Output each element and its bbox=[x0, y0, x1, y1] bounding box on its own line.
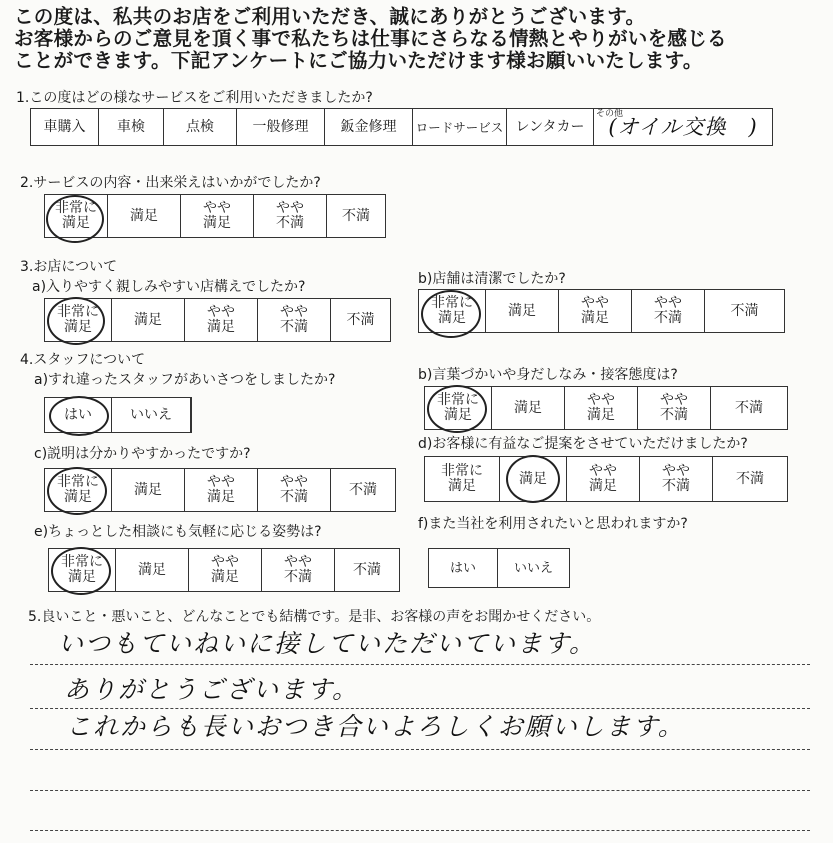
option-very-satisfied[interactable]: 非常に 満足 bbox=[425, 457, 500, 501]
option-yes[interactable]: はい bbox=[45, 398, 112, 432]
option-somewhat-satisfied[interactable]: やや 満足 bbox=[185, 469, 258, 511]
option-dissatisfied[interactable]: 不満 bbox=[730, 302, 759, 319]
option-dissatisfied[interactable]: 不満 bbox=[342, 207, 370, 224]
option-inspection[interactable]: 車検 bbox=[99, 109, 164, 145]
option-somewhat-satisfied[interactable]: やや 満足 bbox=[567, 457, 640, 501]
option-somewhat-satisfied[interactable]: やや 満足 bbox=[559, 290, 632, 332]
comment-rule-5 bbox=[30, 830, 810, 831]
question-2-options bbox=[44, 194, 386, 238]
question-4b-label: b)言葉づかいや身だしなみ・接客態度は? bbox=[418, 367, 678, 383]
question-4c-label: c)説明は分かりやすかったですか? bbox=[34, 446, 251, 462]
intro-text bbox=[14, 6, 804, 72]
option-satisfied[interactable]: 満足 bbox=[116, 549, 189, 591]
question-4f-label: f)また当社を利用されたいと思われますか? bbox=[418, 516, 688, 532]
question-1-label: 1.この度はどの様なサービスをご利用いただきましたか? bbox=[16, 90, 373, 106]
option-check[interactable]: 点検 bbox=[164, 109, 237, 145]
comment-rule-4 bbox=[30, 790, 810, 791]
intro-line-1: この度は、私共のお店をご利用いただき、誠にありがとうございます。 bbox=[14, 5, 646, 28]
option-general-repair[interactable]: 一般修理 bbox=[237, 109, 325, 145]
option-satisfied[interactable]: 満足 bbox=[108, 195, 181, 237]
option-other[interactable] bbox=[594, 109, 772, 145]
comment-line-2[interactable]: ありがとうございます。 bbox=[64, 675, 360, 704]
option-satisfied[interactable]: 満足 bbox=[112, 469, 185, 511]
option-somewhat-dissatisfied[interactable]: やや 不満 bbox=[638, 387, 711, 429]
option-no[interactable]: いいえ bbox=[112, 398, 191, 432]
option-very-satisfied[interactable]: 非常に 満足 bbox=[45, 299, 112, 341]
question-3a-options bbox=[44, 298, 391, 342]
question-4b-options bbox=[424, 386, 788, 430]
question-4e-options bbox=[48, 548, 400, 592]
intro-line-2: お客様からのご意見を頂く事で私たちは仕事にさらなる情熱とやりがいを感じる bbox=[14, 27, 727, 50]
option-no[interactable]: いいえ bbox=[513, 560, 553, 576]
option-dissatisfied[interactable]: 不満 bbox=[735, 399, 763, 416]
option-somewhat-dissatisfied[interactable]: やや 不満 bbox=[258, 299, 331, 341]
option-somewhat-dissatisfied[interactable]: やや 不満 bbox=[258, 469, 331, 511]
option-dissatisfied[interactable]: 不満 bbox=[353, 561, 381, 578]
comment-rule-1 bbox=[30, 664, 810, 665]
option-somewhat-dissatisfied[interactable]: やや 不満 bbox=[262, 549, 335, 591]
option-road-service[interactable]: ロードサービス bbox=[413, 109, 507, 145]
comment-rule-3 bbox=[30, 749, 810, 750]
option-somewhat-dissatisfied[interactable]: やや 不満 bbox=[254, 195, 327, 237]
option-somewhat-satisfied[interactable]: やや 満足 bbox=[189, 549, 262, 591]
question-1-options bbox=[30, 108, 773, 146]
option-dissatisfied[interactable]: 不満 bbox=[736, 470, 764, 487]
question-4d-label: d)お客様に有益なご提案をさせていただけましたか? bbox=[418, 436, 748, 452]
question-4e-label: e)ちょっとした相談にも気軽に応じる姿勢は? bbox=[34, 524, 322, 540]
option-yes[interactable]: はい bbox=[429, 549, 498, 587]
option-car-purchase[interactable]: 車購入 bbox=[31, 109, 99, 145]
comment-line-1[interactable]: いつもていねいに接していただいています。 bbox=[58, 629, 597, 658]
question-4a-label: a)すれ違ったスタッフがあいさつをしましたか? bbox=[34, 372, 336, 388]
option-very-satisfied[interactable]: 非常に 満足 bbox=[49, 549, 116, 591]
option-satisfied[interactable]: 満足 bbox=[492, 387, 565, 429]
option-very-satisfied[interactable]: 非常に 満足 bbox=[419, 290, 486, 332]
question-4a-options bbox=[44, 397, 192, 433]
option-somewhat-satisfied[interactable]: やや 満足 bbox=[565, 387, 638, 429]
option-dissatisfied[interactable]: 不満 bbox=[346, 311, 375, 328]
option-somewhat-dissatisfied[interactable]: やや 不満 bbox=[632, 290, 705, 332]
option-somewhat-satisfied[interactable]: やや 満足 bbox=[185, 299, 258, 341]
question-3b-label: b)店舗は清潔でしたか? bbox=[418, 271, 566, 287]
option-very-satisfied[interactable]: 非常に 満足 bbox=[425, 387, 492, 429]
option-dissatisfied[interactable]: 不満 bbox=[349, 481, 377, 498]
other-tag: その他 bbox=[596, 109, 624, 119]
question-4d-options bbox=[424, 456, 788, 502]
option-very-satisfied[interactable]: 非常に 満足 bbox=[45, 195, 108, 237]
option-rental-car[interactable]: レンタカー bbox=[507, 109, 594, 145]
option-body-repair[interactable]: 鈑金修理 bbox=[325, 109, 413, 145]
option-somewhat-dissatisfied[interactable]: やや 不満 bbox=[640, 457, 713, 501]
question-4f-options bbox=[428, 548, 570, 588]
question-2-label: 2.サービスの内容・出来栄えはいかがでしたか? bbox=[20, 175, 321, 191]
option-very-satisfied[interactable]: 非常に 満足 bbox=[45, 469, 112, 511]
other-value-handwritten: (オイル交換 ) bbox=[608, 114, 758, 139]
option-satisfied[interactable]: 満足 bbox=[486, 290, 559, 332]
question-3b-options bbox=[418, 289, 785, 333]
option-satisfied[interactable]: 満足 bbox=[112, 299, 185, 341]
comment-line-3[interactable]: これからも長いおつき合いよろしくお願いします。 bbox=[66, 712, 685, 741]
question-4c-options bbox=[44, 468, 396, 512]
question-4-label: 4.スタッフについて bbox=[20, 352, 146, 368]
question-3a-label: a)入りやすく親しみやすい店構えでしたか? bbox=[32, 279, 306, 295]
option-satisfied[interactable]: 満足 bbox=[500, 457, 567, 501]
intro-line-3: ことができます。下記アンケートにご協力いただけます様お願いいたします。 bbox=[14, 49, 703, 72]
option-somewhat-satisfied[interactable]: やや 満足 bbox=[181, 195, 254, 237]
question-3-label: 3.お店について bbox=[20, 259, 118, 275]
question-5-label: 5.良いこと・悪いこと、どんなことでも結構です。是非、お客様の声をお聞かせください。 bbox=[28, 609, 601, 625]
